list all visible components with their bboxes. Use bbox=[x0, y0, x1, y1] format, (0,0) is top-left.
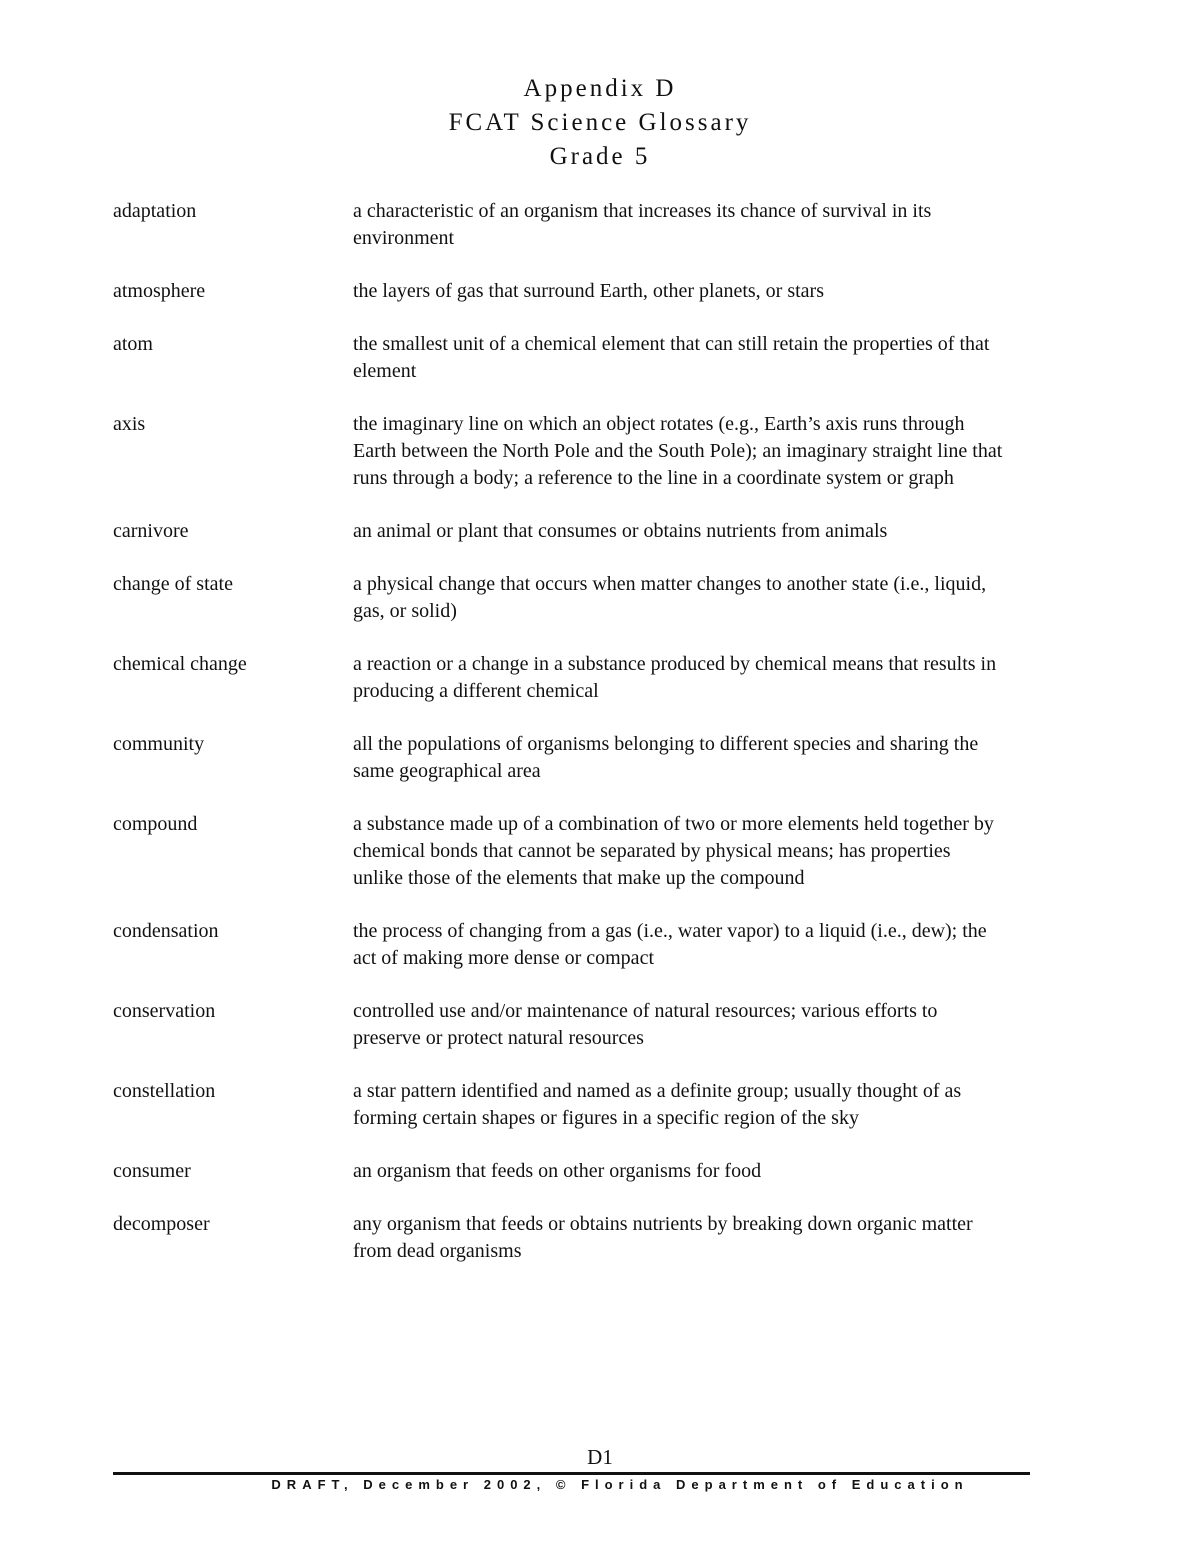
footer-divider bbox=[113, 1472, 1030, 1475]
glossary-term: change of state bbox=[113, 573, 233, 595]
appendix-title: Appendix D bbox=[523, 75, 677, 102]
glossary-entry bbox=[113, 411, 1013, 492]
glossary-definition: the imaginary line on which an object rotates (e.g., Earth’s axis runs through Earth between the North Pole and the South Pole); an imaginary straight line that runs through a body; a reference to the line in a coordinate system or graph bbox=[353, 413, 1003, 489]
glossary-entry bbox=[113, 331, 1013, 385]
glossary-term: carnivore bbox=[113, 520, 189, 542]
glossary-entry bbox=[113, 731, 1013, 785]
glossary-definition: a star pattern identified and named as a definite group; usually thought of as forming certain shapes or figures in a specific region of the sky bbox=[353, 1080, 962, 1129]
glossary-definition: a substance made up of a combination of two or more elements held together by chemical bonds that cannot be separated by physical means; has properties unlike those of the elements that make up the compound bbox=[353, 813, 994, 889]
glossary-definition: the process of changing from a gas (i.e., water vapor) to a liquid (i.e., dew); the act of making more dense or compact bbox=[353, 920, 987, 969]
glossary-term: adaptation bbox=[113, 200, 197, 222]
glossary-term: atmosphere bbox=[113, 280, 206, 302]
glossary-definition: a characteristic of an organism that increases its chance of survival in its environment bbox=[353, 200, 932, 249]
glossary-term: chemical change bbox=[113, 653, 247, 675]
glossary-term: atom bbox=[113, 333, 153, 355]
glossary-entry bbox=[113, 278, 1013, 305]
glossary-term: conservation bbox=[113, 1000, 216, 1022]
glossary-entry bbox=[113, 1211, 1013, 1265]
glossary-definition: any organism that feeds or obtains nutrients by breaking down organic matter from dead organisms bbox=[353, 1213, 973, 1262]
glossary-entry bbox=[113, 1158, 1013, 1185]
glossary-definition: controlled use and/or maintenance of natural resources; various efforts to preserve or protect natural resources bbox=[353, 1000, 938, 1049]
glossary-term: community bbox=[113, 733, 205, 755]
glossary-entry bbox=[113, 1078, 1013, 1132]
document-header bbox=[0, 72, 1200, 174]
glossary-definition: a physical change that occurs when matter changes to another state (i.e., liquid, gas, or solid) bbox=[353, 573, 987, 622]
glossary-definition: a reaction or a change in a substance produced by chemical means that results in producing a different chemical bbox=[353, 653, 997, 702]
footer-text: DRAFT, December 2002, © Florida Department of Education bbox=[271, 1477, 969, 1492]
glossary-entry bbox=[113, 918, 1013, 972]
glossary-term: decomposer bbox=[113, 1213, 210, 1235]
glossary-term: consumer bbox=[113, 1160, 191, 1182]
glossary-entry bbox=[113, 198, 1013, 252]
glossary-definition: all the populations of organisms belonging to different species and sharing the same geographical area bbox=[353, 733, 979, 782]
glossary-title: FCAT Science Glossary bbox=[448, 109, 752, 136]
glossary-definition: an organism that feeds on other organisms for food bbox=[353, 1160, 762, 1182]
glossary-definition: the layers of gas that surround Earth, other planets, or stars bbox=[353, 280, 824, 302]
glossary-entry bbox=[113, 651, 1013, 705]
glossary-term: condensation bbox=[113, 920, 219, 942]
grade-label: Grade 5 bbox=[549, 143, 651, 170]
glossary-definition: an animal or plant that consumes or obtains nutrients from animals bbox=[353, 520, 888, 542]
glossary-entry bbox=[113, 571, 1013, 625]
glossary-term: axis bbox=[113, 413, 146, 435]
glossary-term: compound bbox=[113, 813, 198, 835]
glossary-entry bbox=[113, 998, 1013, 1052]
glossary-definition: the smallest unit of a chemical element that can still retain the properties of that element bbox=[353, 333, 990, 382]
glossary-entry bbox=[113, 518, 1013, 545]
page-number: D1 bbox=[587, 1445, 613, 1469]
glossary-term: constellation bbox=[113, 1080, 216, 1102]
glossary-entry bbox=[113, 811, 1013, 892]
glossary-list bbox=[113, 198, 1013, 1291]
